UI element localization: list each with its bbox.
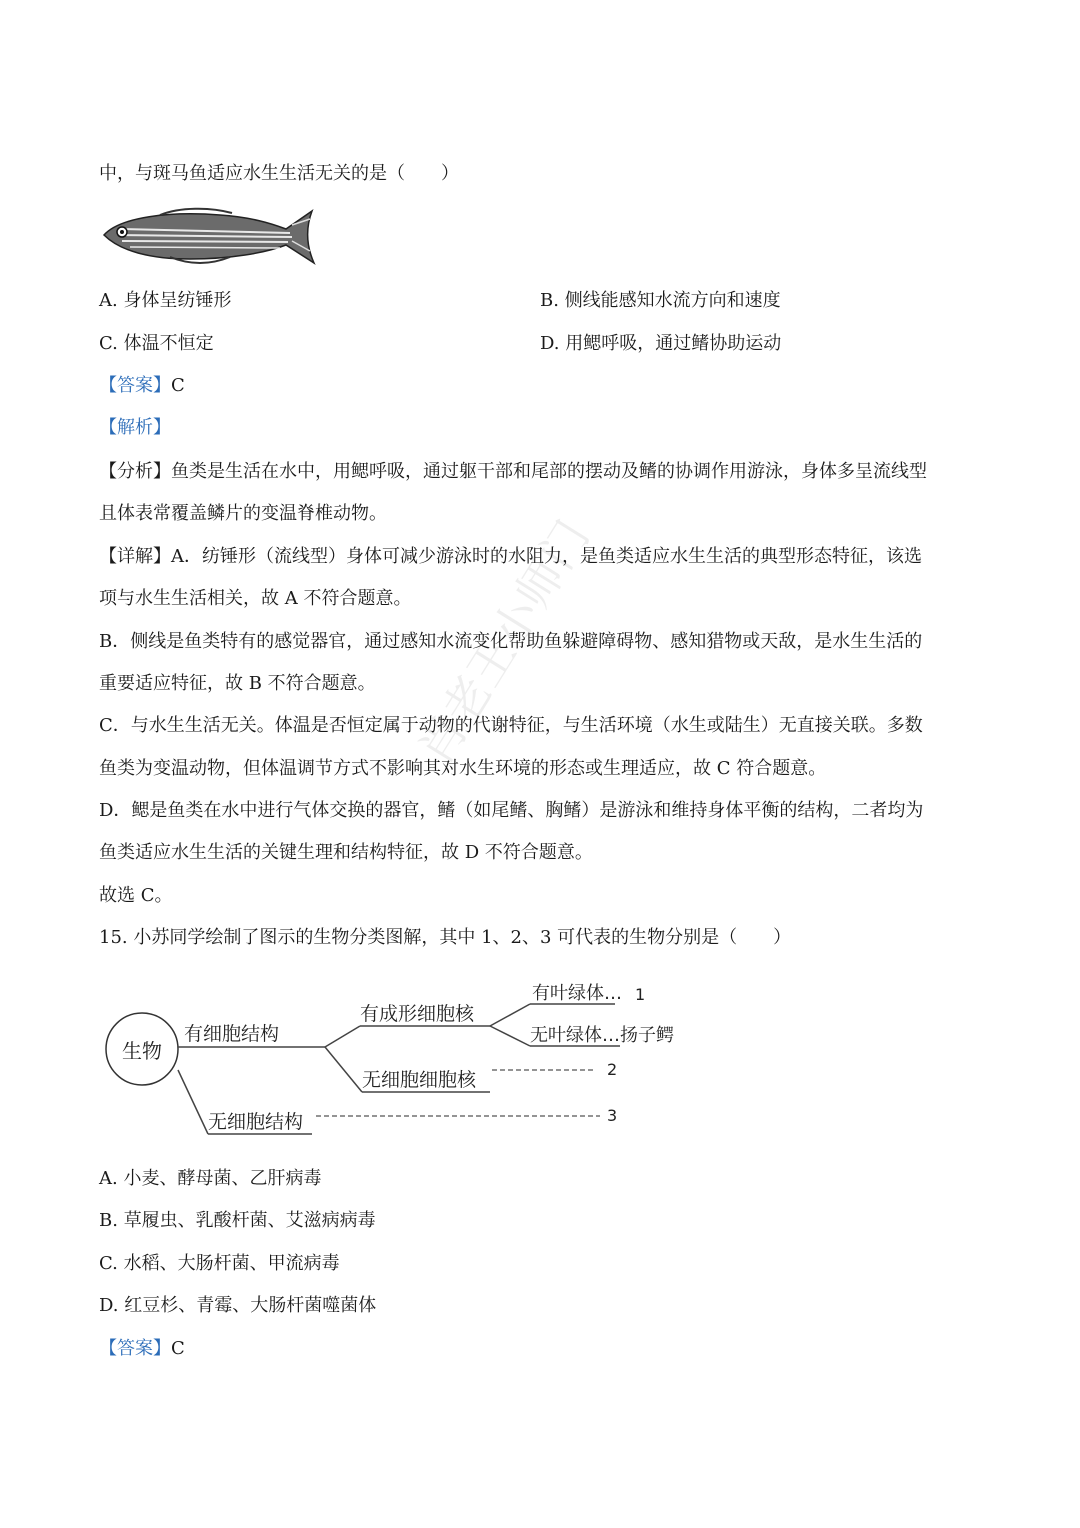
branch-line-chloro-diag bbox=[490, 1004, 530, 1026]
q14-option-c: C. 体温不恒定 bbox=[99, 333, 214, 354]
q14-detail-line-7: D．鳃是鱼类在水中进行气体交换的器官，鳍（如尾鳍、胸鳍）是游泳和维持身体平衡的结构，二者均为 bbox=[99, 800, 924, 821]
q14-detail-line-1: 【详解】A．纺锤形（流线型）身体可减少游泳时的水阻力，是鱼类适应水生生活的典型形态特征，该选 bbox=[99, 546, 922, 567]
diagram-label-3: 3 bbox=[607, 1106, 618, 1125]
diagram-label-2: 2 bbox=[607, 1060, 618, 1079]
diagram-root: 生物 bbox=[122, 1039, 162, 1063]
watermark: 肖老王小师门 bbox=[407, 510, 600, 774]
q15-option-d: D. 红豆杉、青霉、大肠杆菌噬菌体 bbox=[99, 1295, 377, 1316]
diagram-cell-structure: 有细胞结构 bbox=[184, 1023, 280, 1045]
analysis-tag: 【解析】 bbox=[99, 417, 171, 438]
q14-detail-line-2: 项与水生生活相关，故 A 不符合题意。 bbox=[99, 588, 412, 609]
q14-option-d: D. 用鳃呼吸，通过鳍协助运动 bbox=[540, 333, 782, 354]
diagram-no-cell-structure: 无细胞结构 bbox=[208, 1111, 304, 1133]
q15-answer: 【答案】C bbox=[99, 1338, 185, 1359]
q14-detail-line-4: 重要适应特征，故 B 不符合题意。 bbox=[99, 673, 376, 694]
q14-detail-line-8: 鱼类适应水生生活的关键生理和结构特征，故 D 不符合题意。 bbox=[99, 842, 593, 863]
diagram-nucleus: 有成形细胞核 bbox=[360, 1003, 475, 1025]
diagram-label-1: 1 bbox=[635, 985, 646, 1004]
diagram-chloroplast: 有叶绿体… bbox=[532, 983, 622, 1004]
q14-analysis-heading bbox=[99, 416, 171, 440]
diagram-no-nucleus: 无细胞细胞核 bbox=[362, 1069, 477, 1091]
q15-stem: 15. 小苏同学绘制了图示的生物分类图解，其中 1、2、3 可代表的生物分别是（ ） bbox=[99, 927, 792, 948]
branch-line-no-cell-diag bbox=[178, 1070, 208, 1134]
answer-tag: 【答案】 bbox=[99, 1338, 171, 1359]
q14-answer: 【答案】C bbox=[99, 375, 185, 396]
q14-detail-line-5: C．与水生生活无关。体温是否恒定属于动物的代谢特征，与生活环境（水生或陆生）无直接关联。多数 bbox=[99, 715, 923, 736]
q14-option-b: B. 侧线能感知水流方向和速度 bbox=[540, 290, 781, 311]
q14-fenxi-line-1: 【分析】鱼类是生活在水中，用鳃呼吸，通过躯干部和尾部的摆动及鳍的协调作用游泳，身体多呈流线型 bbox=[99, 461, 927, 482]
q15-option-b: B. 草履虫、乳酸杆菌、艾滋病病毒 bbox=[99, 1210, 376, 1231]
fenxi-tag: 【分析】 bbox=[99, 461, 171, 482]
q14-option-a: A. 身体呈纺锤形 bbox=[99, 290, 232, 311]
classification-diagram bbox=[100, 972, 700, 1142]
branch-line-up bbox=[325, 1026, 360, 1047]
answer-tag: 【答案】 bbox=[99, 375, 171, 396]
q14-detail-line-6: 鱼类为变温动物，但体温调节方式不影响其对水生环境的形态或生理适应，故 C 符合题意。 bbox=[99, 758, 827, 779]
q15-option-a: A. 小麦、酵母菌、乙肝病毒 bbox=[99, 1168, 322, 1189]
branch-line-down bbox=[325, 1047, 362, 1092]
q14-conclusion: 故选 C。 bbox=[99, 885, 173, 906]
q14-detail-line-3: B．侧线是鱼类特有的感觉器官，通过感知水流变化帮助鱼躲避障碍物、感知猎物或天敌，是水生生活的 bbox=[99, 631, 923, 652]
q14-fenxi-line-2: 且体表常覆盖鳞片的变温脊椎动物。 bbox=[99, 503, 387, 524]
detail-tag: 【详解】 bbox=[99, 546, 171, 567]
branch-line-no-chloro-diag bbox=[490, 1026, 530, 1046]
q14-stem: 中，与斑马鱼适应水生生活无关的是（ ） bbox=[99, 163, 459, 184]
q15-option-c: C. 水稻、大肠杆菌、甲流病毒 bbox=[99, 1253, 340, 1274]
diagram-no-chloroplast: 无叶绿体…扬子鳄 bbox=[530, 1025, 674, 1046]
zebrafish-image bbox=[100, 205, 318, 267]
